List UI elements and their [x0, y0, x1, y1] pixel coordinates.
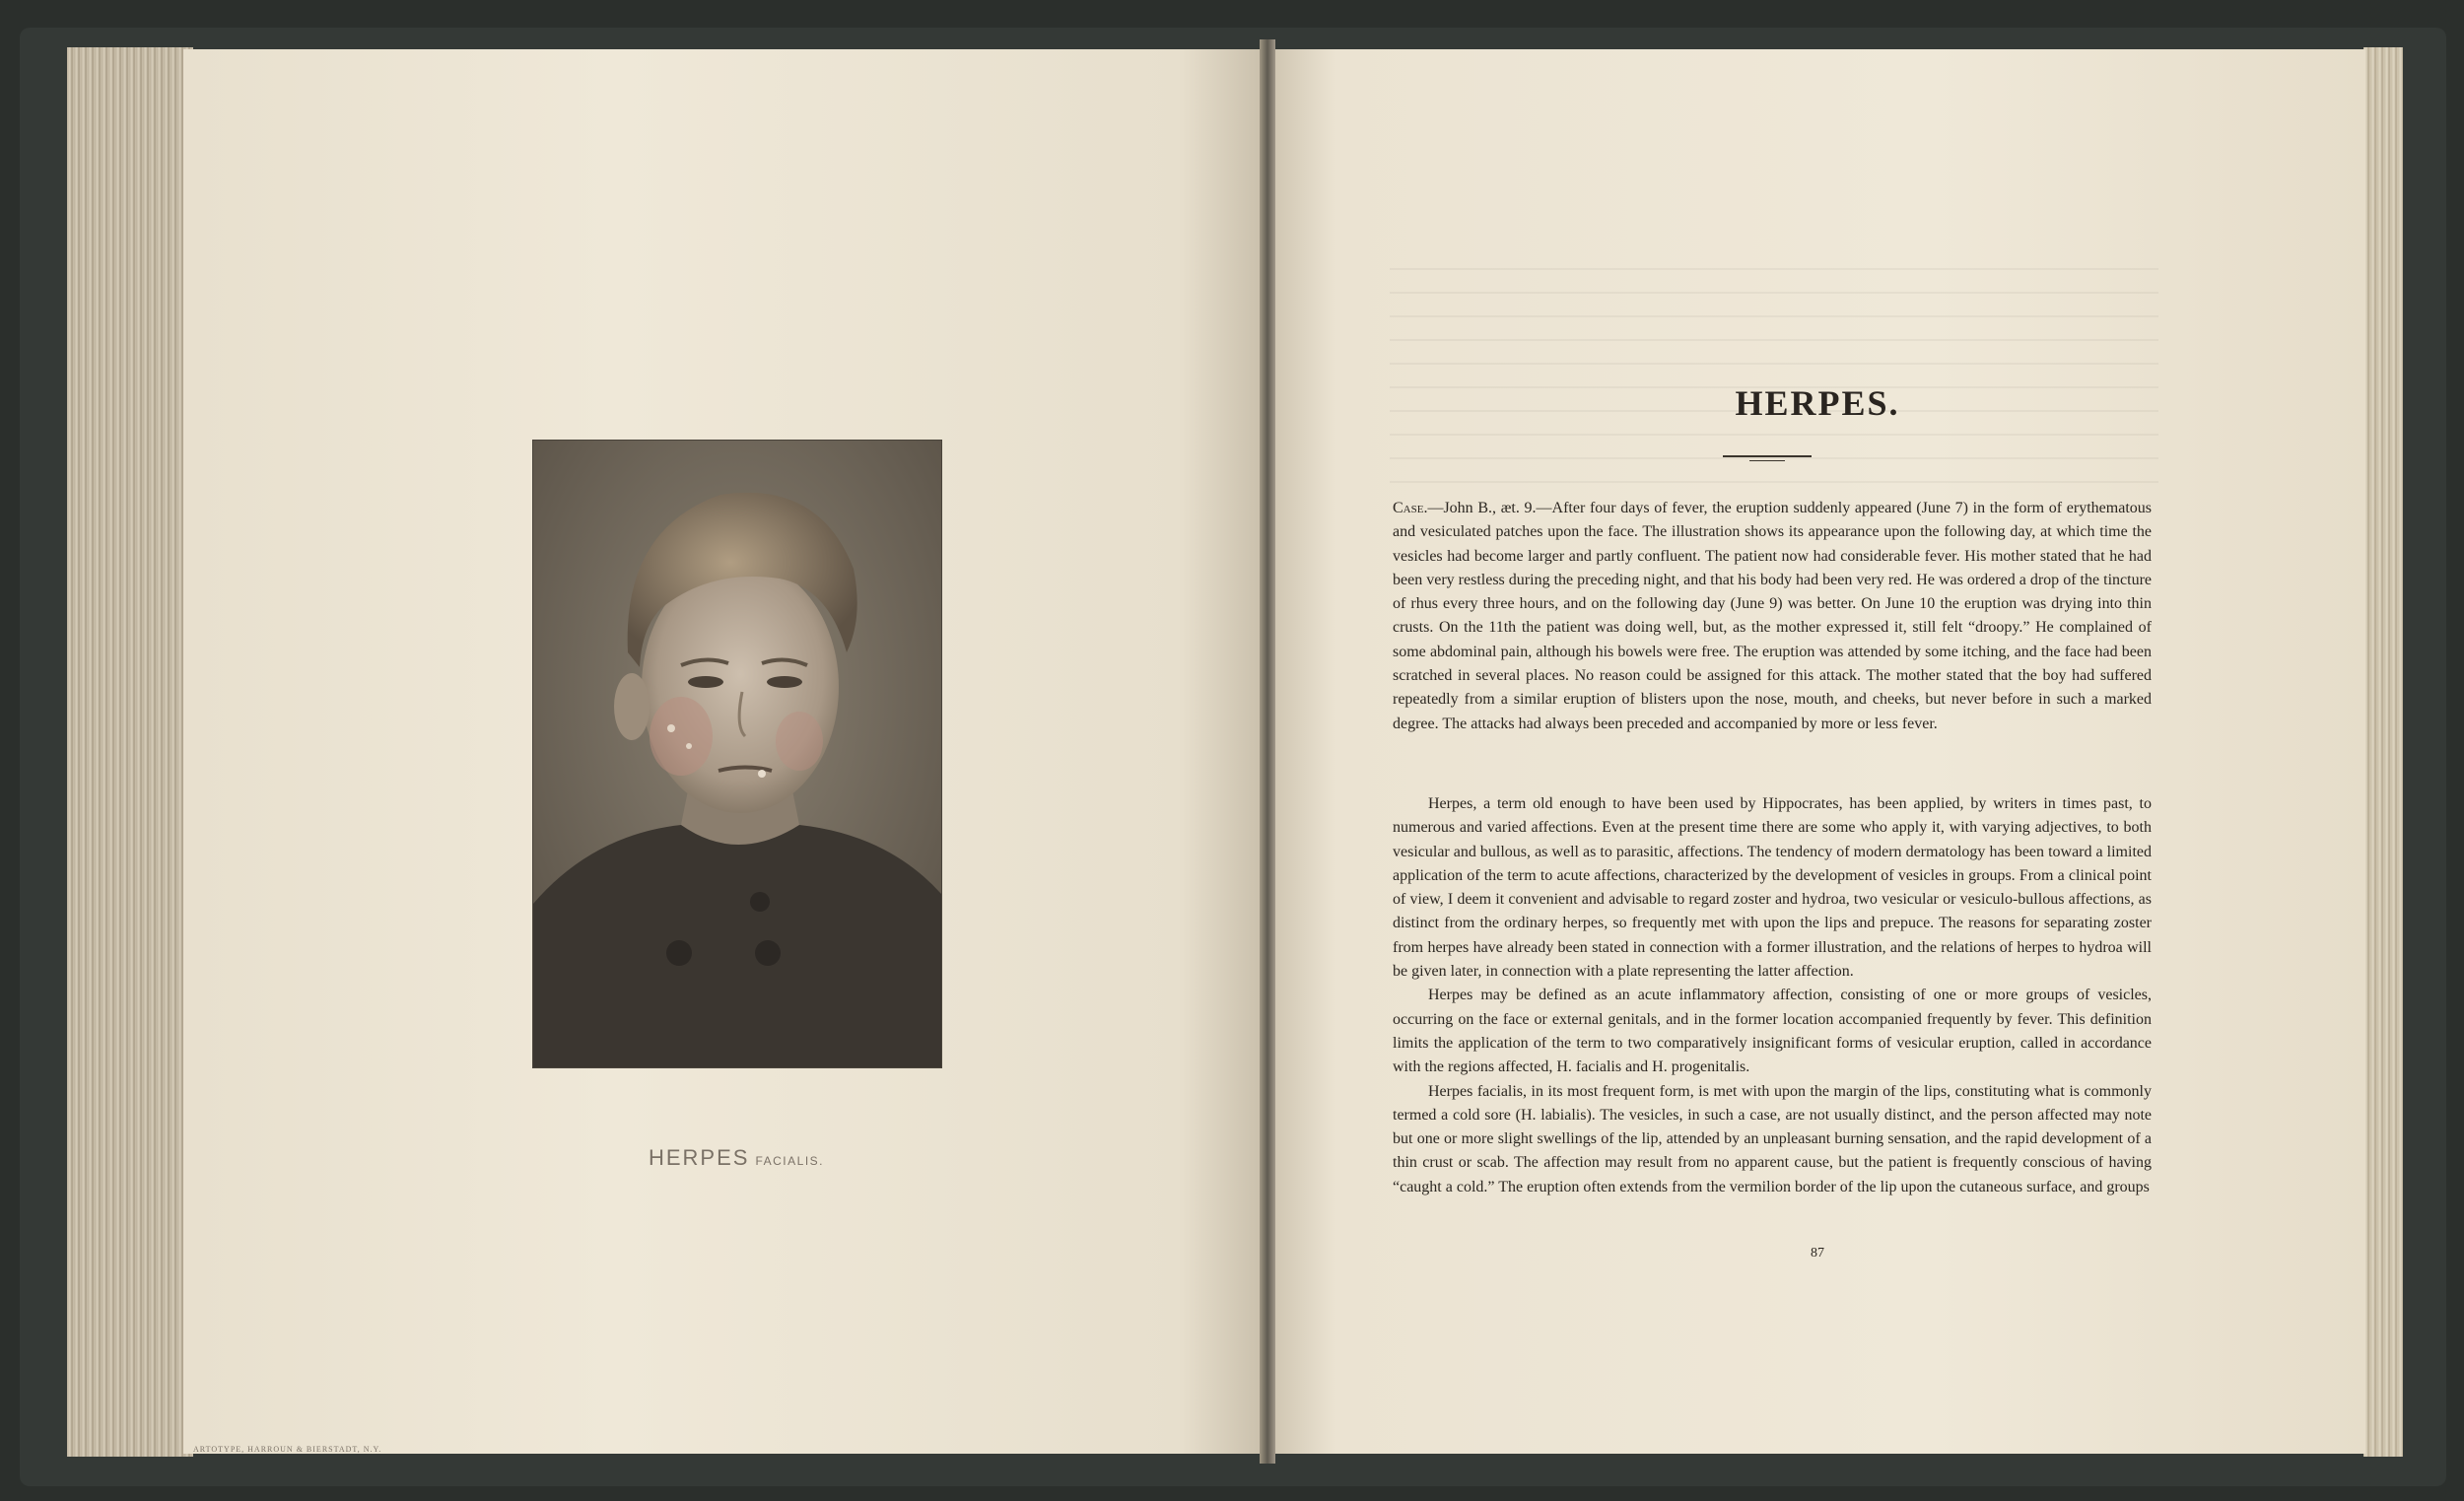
- plate-caption-small: FACIALIS.: [755, 1154, 824, 1168]
- page-edges-right: [2363, 47, 2403, 1457]
- plate-caption-main: HERPES: [648, 1145, 750, 1170]
- title-rule-short: [1749, 460, 1785, 461]
- paragraph-2: Herpes may be defined as an acute inflammatory affection, consisting of one or more groups of vesicles, occurring on the face or external genitals, and in the former location accompanied frequently by fever. This definition limits the application of the term to two comparatively insignificant forms of vesicular eruption, called in accordance with the regions affected, H. facialis and H. progenitalis.: [1393, 987, 2152, 1076]
- case-report: [1393, 497, 2152, 736]
- show-through-text: [1390, 246, 2158, 483]
- case-text: —John B., æt. 9.—After four days of fever, the eruption suddenly appeared (June 7) in the form of erythematous and vesiculated patches upon the face. The illustration shows its appearance upon the following day, at which time the vesicles had become larger and partly confluent. The patient now had considerable fever. His mother stated that he had been very restless during the preceding night, and that his body had been very red. He was ordered a drop of the tincture of rhus every three hours, and on the following day (June 9) was better. On June 10 the eruption was drying into thin crusts. On the 11th the patient was doing well, but, as the mother expressed it, still felt “droopy.” He complained of some abdominal pain, although his bowels were free. The eruption was attended by some itching, and the face had been scratched in several places. No reason could be assigned for this attack. The mother stated that the boy had suffered repeatedly from a similar eruption of blisters upon the nose, mouth, and cheeks, but never before in such a marked degree. The attacks had always been preceded and accompanied by more or less fever.: [1393, 500, 2152, 732]
- title-rule: [1723, 455, 1812, 457]
- case-label: Case.: [1393, 500, 1428, 516]
- portrait-photograph-image: [533, 441, 941, 1067]
- paragraph-1: Herpes, a term old enough to have been used by Hippocrates, has been applied, by writers in times past, to numerous and varied affections. Even at the present time there are some who apply it, with varying adjectives, to both vesicular and bullous, as well as to parasitic, affections. The tendency of modern dermatology has been toward a limited application of the term to acute affections, characterized by the development of vesicles in groups. From a clinical point of view, I deem it convenient and advisable to regard zoster and hydroa, two vesicular or vesiculo-bullous affections, as distinct from the ordinary herpes, so frequently met with upon the lips and prepuce. The reasons for separating zoster from herpes have already been stated in connection with a former illustration, and the relations of herpes to hydroa will be given later, in connection with a plate representing the latter affection.: [1393, 795, 2152, 981]
- body-paragraphs: [1393, 792, 2152, 1199]
- printer-imprint: ARTOTYPE, HARROUN & BIERSTADT, N.Y.: [193, 1445, 382, 1454]
- portrait-photograph: [532, 440, 942, 1068]
- paragraph-3: Herpes facialis, in its most frequent form, is met with upon the margin of the lips, constituting what is commonly termed a cold sore (H. labialis). The vesicles, in such a case, are not usually distinct, and the person affected may note but one or more slight swellings of the lip, attended by an unpleasant burning sensation, and the rapid development of a thin crust or scab. The affection may result from no apparent cause, but the patient is frequently conscious of having “caught a cold.” The eruption often extends from the vermilion border of the lip upon the cutaneous surface, and groups: [1393, 1082, 2152, 1195]
- page-edges-left: [67, 47, 193, 1457]
- page-number: 87: [1811, 1246, 1824, 1261]
- plate-caption: [532, 1145, 940, 1171]
- page-title: HERPES.: [1735, 383, 1900, 423]
